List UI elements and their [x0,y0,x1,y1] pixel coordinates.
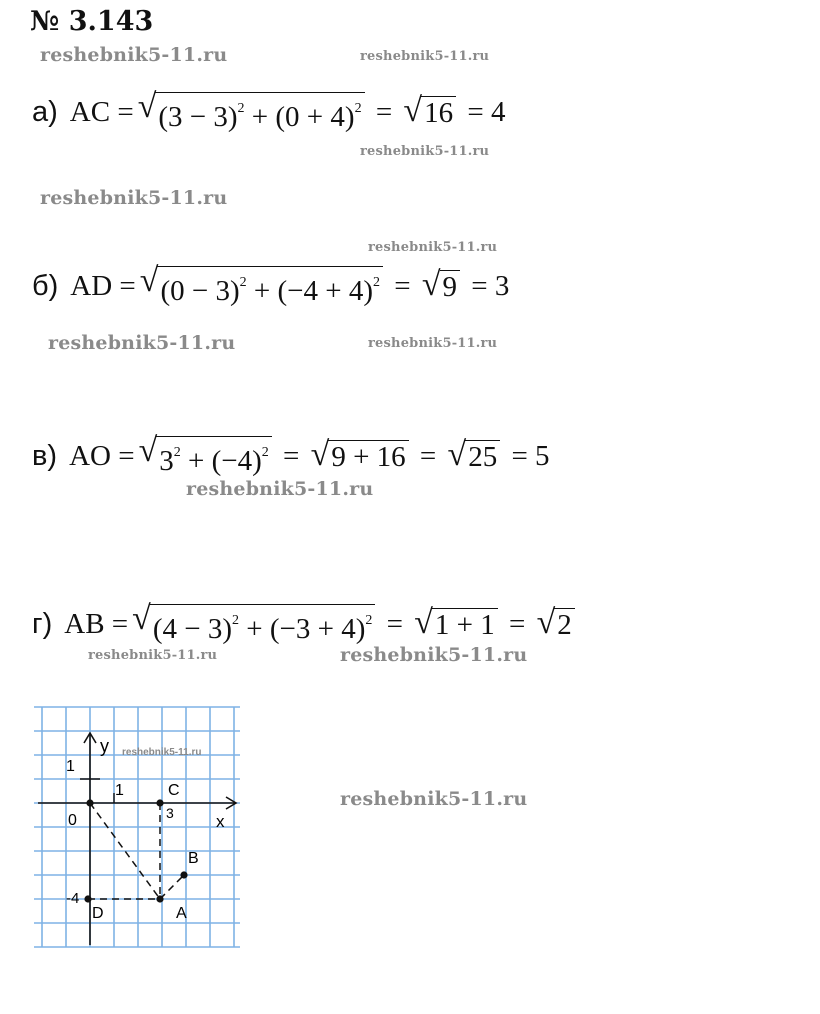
square-root: √ $(4 - 3)^2 + (-3 + 4)^2$ [132,604,375,645]
origin-label: 0 [68,812,77,829]
equation-lhs: AB = [64,608,129,640]
square-root: √ $(3 - 3)^2 + (0 + 4)^2$ [138,92,365,133]
unit-y-label: 1 [66,758,75,775]
square-root: √ 9 + 16 [311,440,409,474]
equation-result: = 4 [460,96,506,128]
equation-label: а) [32,96,58,128]
point-D-label: D [92,905,104,922]
point-C [156,799,163,806]
y-axis-label: y [100,736,109,756]
equation-lhs: AD = [70,270,136,302]
square-root: √ 9 [422,270,460,304]
equation-g: г) AB = √ $(4 - 3)^2 + (-3 + 4)^2$ = √ 1 + 1 = √ 2 [32,604,579,645]
square-root: √ 25 [448,440,501,474]
equation-label: б) [32,270,59,302]
watermark: reshebnik5-11.ru [360,144,490,159]
point-O [86,799,93,806]
watermark: reshebnik5-11.ru [340,644,528,666]
equation-v: в) AO = √ $3^2 + (-4)^2$ = √ 9 + 16 = √ 25 = 5 [32,432,550,477]
watermark: reshebnik5-11.ru [122,747,202,758]
watermark: reshebnik5-11.ru [340,788,528,810]
equation-b: б) AD = √ $(0 - 3)^2 + (-4 + 4)^2$ = √ 9 = 3 [32,262,510,307]
square-root: √ $3^2 + (-4)^2$ [139,436,272,477]
x-axis-label: x [216,812,225,831]
grid [34,707,240,947]
equation-label: г) [32,608,53,640]
point-B-label: B [188,850,199,867]
watermark: reshebnik5-11.ru [88,648,218,663]
watermark: reshebnik5-11.ru [40,44,228,66]
watermark: reshebnik5-11.ru [186,478,374,500]
problem-number: № 3.143 [30,6,154,37]
equation-lhs: AC = [69,96,134,128]
square-root: √ 16 [403,96,456,130]
equation-label: в) [32,440,58,472]
coordinate-diagram [30,700,245,950]
square-root: √ 1 + 1 [414,608,498,642]
equation-lhs: AO = [69,440,135,472]
point-A [156,895,163,902]
watermark: reshebnik5-11.ru [368,240,498,255]
tick-3-label: 3 [166,805,174,821]
square-root: √ 2 [537,608,575,642]
equation-result: = 5 [504,440,550,472]
watermark: reshebnik5-11.ru [40,187,228,209]
equation-result: = 3 [464,270,510,302]
point-D [84,895,91,902]
point-A-label: A [176,905,187,922]
square-root: √ $(0 - 3)^2 + (-4 + 4)^2$ [140,266,383,307]
equation-a: а) AC = √ $(3 - 3)^2 + (0 + 4)^2$ = √ 16 = 4 [32,88,506,133]
point-B [180,871,187,878]
watermark: reshebnik5-11.ru [360,49,490,64]
watermark: reshebnik5-11.ru [368,336,498,351]
point-C-label: C [168,782,180,799]
unit-x-label: 1 [115,782,124,799]
watermark: reshebnik5-11.ru [48,332,236,354]
segment-AB [160,875,184,899]
tick-minus4-label: -4 [66,890,80,907]
